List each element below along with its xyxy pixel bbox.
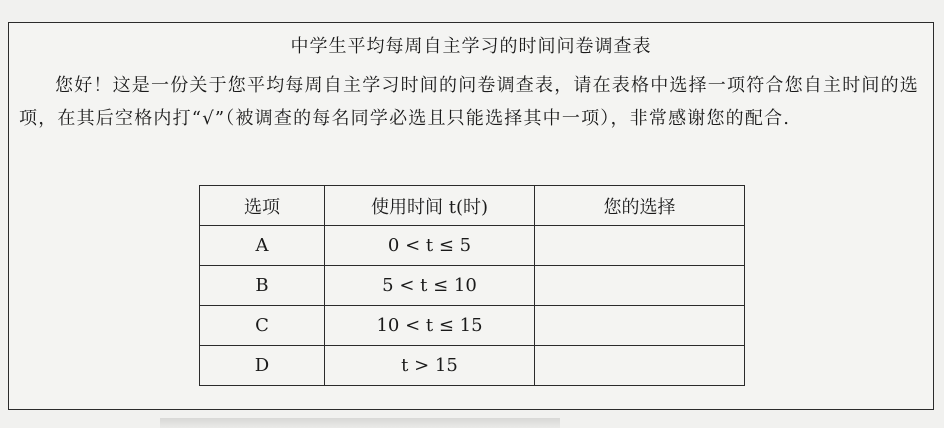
- time-cell: 0 < t ≤ 5: [325, 226, 535, 266]
- choice-cell[interactable]: [535, 346, 745, 386]
- time-cell: 5 < t ≤ 10: [325, 266, 535, 306]
- cropped-text-line-bottom: [160, 418, 560, 428]
- table-row: [200, 306, 745, 346]
- header-time: 使用时间 t(时): [325, 186, 535, 226]
- header-choice: 您的选择: [535, 186, 745, 226]
- choice-cell[interactable]: [535, 306, 745, 346]
- option-cell: B: [200, 266, 325, 306]
- table-row: [200, 266, 745, 306]
- survey-table: [199, 185, 745, 386]
- time-cell: 10 < t ≤ 15: [325, 306, 535, 346]
- option-cell: C: [200, 306, 325, 346]
- header-option: 选项: [200, 186, 325, 226]
- choice-cell[interactable]: [535, 266, 745, 306]
- table-row: [200, 226, 745, 266]
- survey-frame: [8, 22, 934, 410]
- survey-title: 中学生平均每周自主学习的时间问卷调查表: [290, 36, 652, 57]
- choice-cell[interactable]: [535, 226, 745, 266]
- table-row: [200, 346, 745, 386]
- table-header-row: [200, 186, 745, 226]
- option-cell: A: [200, 226, 325, 266]
- survey-intro: 您好！这是一份关于您平均每周自主学习时间的问卷调查表，请在表格中选择一项符合您自主时间的选项，在其后空格内打“√”（被调查的每名同学必选且只能选择其中一项），非常感谢您的配合.: [19, 75, 919, 129]
- time-cell: t > 15: [325, 346, 535, 386]
- cropped-text-line-top: [0, 0, 944, 8]
- option-cell: D: [200, 346, 325, 386]
